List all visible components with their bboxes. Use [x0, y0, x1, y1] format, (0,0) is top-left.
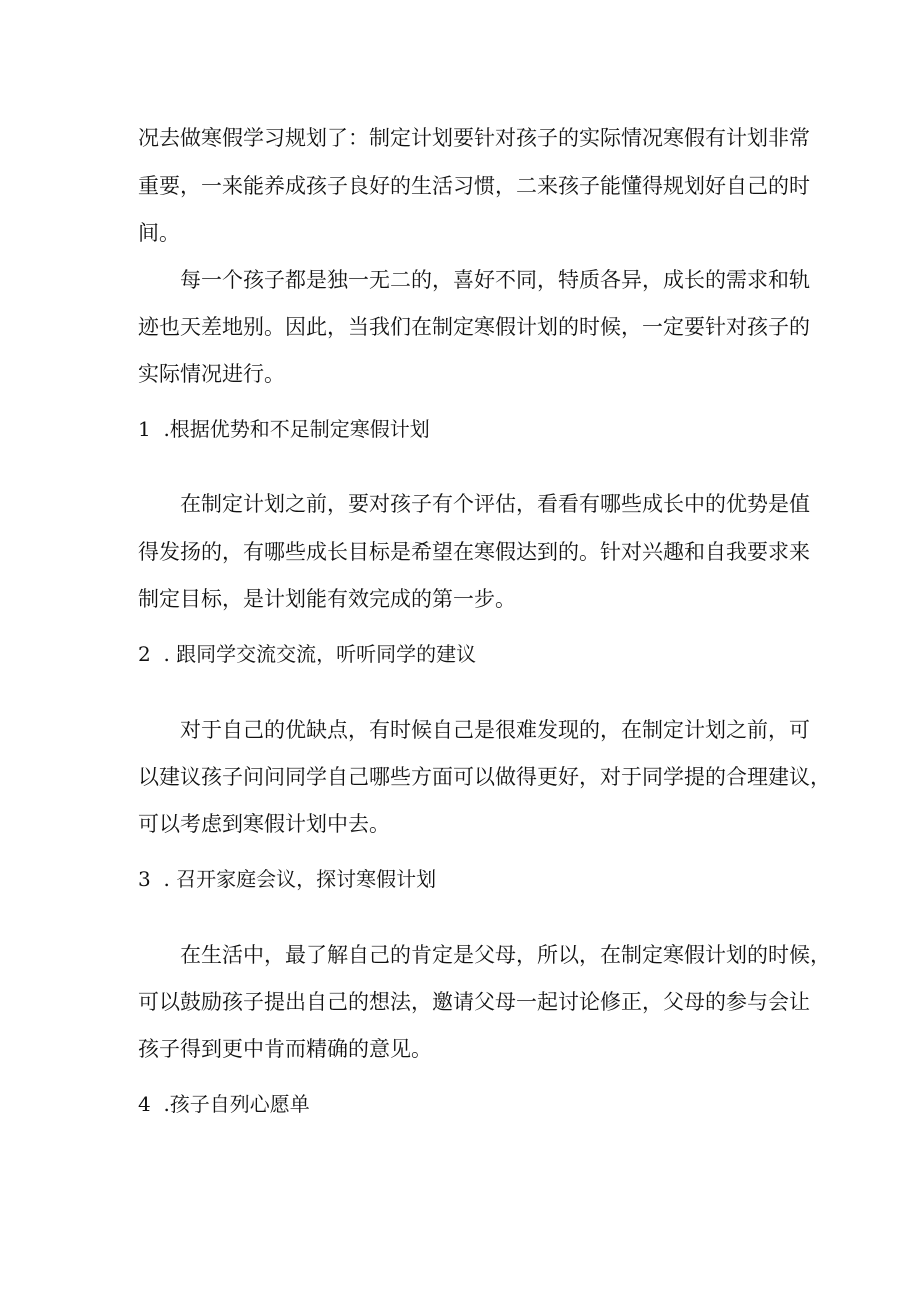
paragraph-line: 制定目标，是计划能有效完成的第一步。 — [138, 587, 516, 611]
paragraph-line: 得发扬的，有哪些成长目标是希望在寒假达到的。针对兴趣和自我要求来 — [138, 540, 810, 564]
section-heading: 1 .根据优势和不足制定寒假计划 — [138, 417, 430, 441]
section-heading: 4 .孩子自列心愿单 — [138, 1092, 310, 1116]
paragraph-line: 况去做寒假学习规划了：制定计划要针对孩子的实际情况寒假有计划非常 — [138, 126, 810, 150]
paragraph-line: 每一个孩子都是独一无二的，喜好不同，特质各异，成长的需求和轨 — [180, 268, 810, 292]
paragraph-line: 对于自己的优缺点，有时候自己是很难发现的，在制定计划之前，可 — [180, 718, 810, 742]
paragraph-line: 重要，一来能养成孩子良好的生活习惯，二来孩子能懂得规划好自己的时 — [138, 174, 810, 198]
paragraph-line: 迹也天差地别。因此，当我们在制定寒假计划的时候，一定要针对孩子的 — [138, 315, 810, 339]
paragraph-line: 在生活中，最了解自己的肯定是父母，所以，在制定寒假计划的时候， — [180, 943, 831, 967]
section-heading: 2 . 跟同学交流交流，听听同学的建议 — [138, 642, 477, 666]
paragraph-line: 间。 — [138, 221, 180, 245]
paragraph-line: 实际情况进行。 — [138, 362, 285, 386]
paragraph-line: 可以考虑到寒假计划中去。 — [138, 812, 390, 836]
paragraph-line: 孩子得到更中肯而精确的意见。 — [138, 1037, 432, 1061]
paragraph-line: 在制定计划之前，要对孩子有个评估，看看有哪些成长中的优势是值 — [180, 492, 810, 516]
paragraph-line: 以建议孩子问问同学自己哪些方面可以做得更好，对于同学提的合理建议， — [138, 765, 831, 789]
paragraph-line: 可以鼓励孩子提出自己的想法，邀请父母一起讨论修正，父母的参与会让 — [138, 990, 810, 1014]
section-heading: 3 . 召开家庭会议，探讨寒假计划 — [138, 867, 437, 891]
